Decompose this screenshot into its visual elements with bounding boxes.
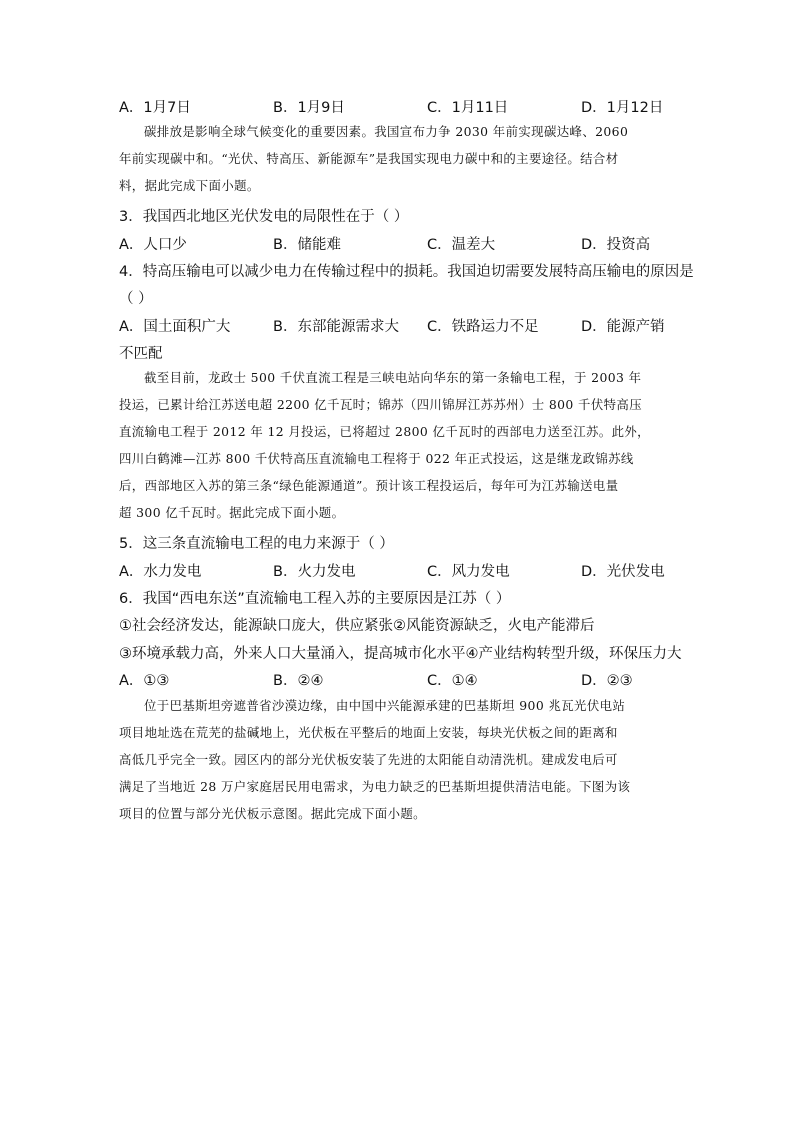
q5-option-c[interactable]: C．风力发电 (427, 564, 510, 580)
question-6-stem: 6．我国“西电东送”直流输电工程入苏的主要原因是江苏（ ） (119, 591, 511, 607)
q5-option-d[interactable]: D．光伏发电 (581, 564, 665, 580)
material-line: 高低几乎完全一致。园区内的部分光伏板安装了先进的太阳能自动清洗机。建成发电后可 (119, 752, 618, 767)
material-line: 满足了当地近 28 万户家庭居民用电需求，为电力缺乏的巴基斯坦提供清洁电能。下图为该 (119, 779, 631, 794)
material-paragraph-carbon (119, 118, 675, 199)
q4-option-d-continued: 不匹配 (119, 346, 163, 362)
q6-option-a[interactable]: A．①③ (119, 673, 170, 689)
q5-options (119, 560, 679, 582)
q2-option-a[interactable]: A．1月7日 (119, 100, 191, 116)
q2-option-d[interactable]: D．1月12日 (581, 100, 664, 116)
question-6-items-line1: ①社会经济发达，能源缺口庞大，供应紧张②风能资源缺乏，火电产能滞后 (119, 618, 595, 634)
q6-options (119, 669, 679, 691)
q3-option-a[interactable]: A．人口少 (119, 237, 187, 253)
question-3-stem: 3．我国西北地区光伏发电的局限性在于（ ） (119, 209, 409, 225)
q4-option-b[interactable]: B．东部能源需求大 (273, 319, 399, 335)
q3-option-d[interactable]: D．投资高 (581, 237, 651, 253)
material-line: 投运，已累计给江苏送电超 2200 亿千瓦时；锦苏（四川锦屏江苏苏州）士 800 千伏特高压 (119, 397, 643, 412)
q5-option-b[interactable]: B．火力发电 (273, 564, 356, 580)
material-line: 直流输电工程于 2012 年 12 月投运，已将超过 2800 亿千瓦时的西部电力送至江苏。此外， (119, 424, 650, 439)
q4-options (119, 315, 679, 337)
material-line: 项目的位置与部分光伏板示意图。据此完成下面小题。 (119, 806, 426, 821)
q6-option-c[interactable]: C．①④ (427, 673, 478, 689)
question-4-stem-cont: （ ） (119, 291, 153, 307)
question-6-items-line2: ③环境承载力高，外来人口大量涌入，提高城市化水平④产业结构转型升级，环保压力大 (119, 646, 682, 662)
q5-option-a[interactable]: A．水力发电 (119, 564, 202, 580)
q3-options (119, 233, 679, 255)
q2-option-c[interactable]: C．1月11日 (427, 100, 509, 116)
q3-option-b[interactable]: B．储能难 (273, 237, 341, 253)
material-line: 后，西部地区入苏的第三条“绿色能源通道”。预计该工程投运后，每年可为江苏输送电量 (119, 478, 619, 493)
material-paragraph-pakistan-solar (119, 692, 675, 827)
q3-option-c[interactable]: C．温差大 (427, 237, 496, 253)
material-line: 年前实现碳中和。“光伏、特高压、新能源车”是我国实现电力碳中和的主要途径。结合材 (119, 151, 619, 166)
q2-options (119, 96, 679, 118)
q4-option-a[interactable]: A．国土面积广大 (119, 319, 231, 335)
material-line: 超 300 亿千瓦时。据此完成下面小题。 (119, 505, 345, 520)
q4-option-d[interactable]: D．能源产销 (581, 319, 665, 335)
question-4-stem: 4．特高压输电可以减少电力在传输过程中的损耗。我国迫切需要发展特高压输电的原因是 (119, 264, 694, 280)
q6-option-d[interactable]: D．②③ (581, 673, 633, 689)
material-line: 截至目前，龙政士 500 千伏直流工程是三峡电站向华东的第一条输电工程，于 2003 年 (144, 370, 642, 385)
material-line: 位于巴基斯坦旁遮普省沙漠边缘，由中国中兴能源承建的巴基斯坦 900 兆瓦光伏电站 (144, 698, 626, 713)
q2-option-b[interactable]: B．1月9日 (273, 100, 345, 116)
material-paragraph-transmission (119, 364, 675, 526)
q4-option-c[interactable]: C．铁路运力不足 (427, 319, 539, 335)
material-line: 料，据此完成下面小题。 (119, 178, 260, 193)
material-line: 项目地址选在荒芜的盐碱地上，光伏板在平整后的地面上安装，每块光伏板之间的距离和 (119, 725, 618, 740)
q6-option-b[interactable]: B．②④ (273, 673, 324, 689)
material-line: 四川白鹤滩—江苏 800 千伏特高压直流输电工程将于 022 年正式投运，这是继龙政锦苏线 (119, 451, 634, 466)
question-5-stem: 5．这三条直流输电工程的电力来源于（ ） (119, 536, 394, 552)
material-line: 碳排放是影响全球气候变化的重要因素。我国宣布力争 2030 年前实现碳达峰、2060 (144, 124, 629, 139)
